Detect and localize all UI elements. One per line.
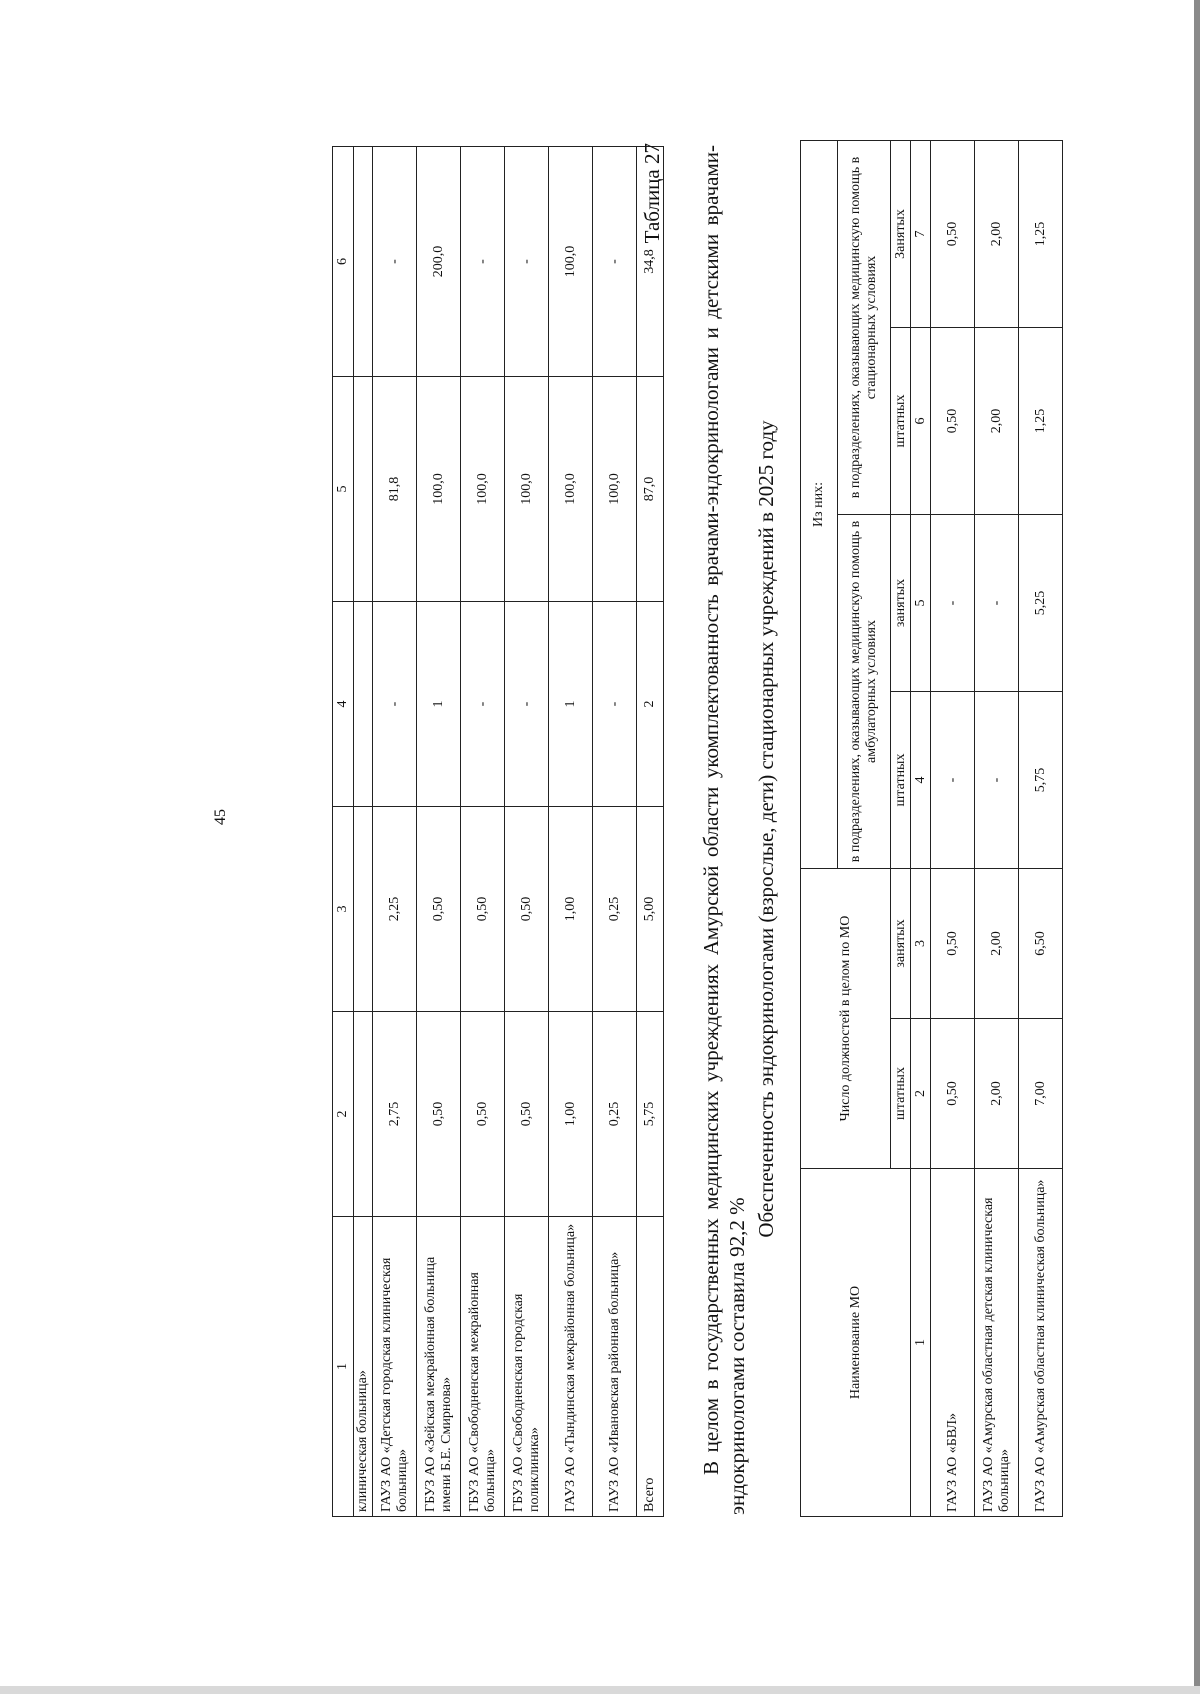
cell-value: 2,25 — [373, 807, 417, 1012]
cell-value: 5,25 — [1019, 515, 1063, 692]
table-row — [931, 140, 975, 1516]
cell-value: 1,00 — [549, 1012, 593, 1217]
cell-value: - — [505, 602, 549, 807]
cell-value: 0,50 — [931, 140, 975, 327]
cell-value: 1 — [417, 602, 461, 807]
table-row — [975, 140, 1019, 1516]
column-header-staff: штатных — [891, 1019, 911, 1169]
cell-value: 0,50 — [417, 807, 461, 1012]
cell-value: 2,75 — [373, 1012, 417, 1217]
cell-value: - — [461, 602, 505, 807]
column-header-inpatient: в подразделениях, оказывающих медицинскую помощь в стационарных условиях — [838, 140, 891, 514]
institution-name: ГБУЗ АО «Зейская межрайонная больница имени Б.Е. Смирнова» — [417, 1217, 461, 1517]
table-row — [354, 147, 373, 1517]
cell-value: 1,00 — [549, 807, 593, 1012]
cell-value: 100,0 — [461, 377, 505, 602]
cell-value: 1,25 — [1019, 140, 1063, 327]
column-number: 5 — [911, 515, 931, 692]
institution-name: ГАУЗ АО «Тындинская межрайонная больница» — [549, 1217, 593, 1517]
cell-value: 0,50 — [417, 1012, 461, 1217]
cell-value: 1,25 — [1019, 328, 1063, 515]
column-header-occupied: Занятых — [891, 140, 911, 327]
column-number: 1 — [333, 1217, 354, 1517]
cell-value: 0,50 — [931, 1019, 975, 1169]
column-number-row — [911, 140, 931, 1516]
table-row — [505, 147, 549, 1517]
total-row — [637, 147, 664, 1517]
cell-value: 0,50 — [461, 807, 505, 1012]
column-number: 6 — [911, 328, 931, 515]
institution-name: ГАУЗ АО «Детская городская клиническая больница» — [373, 1217, 417, 1517]
cell-value: 2 — [637, 602, 664, 807]
table-row — [1019, 140, 1063, 1516]
column-header-total: Число должностей в целом по МО — [801, 869, 891, 1169]
institution-name: ГАУЗ АО «Ивановская районная больница» — [593, 1217, 637, 1517]
column-header-staff: штатных — [891, 692, 911, 869]
table-row — [593, 147, 637, 1517]
institution-name: клиническая больница» — [354, 1217, 373, 1517]
cell-value: 0,50 — [461, 1012, 505, 1217]
column-header-name: Наименование МО — [801, 1169, 911, 1517]
cell-value: - — [505, 147, 549, 377]
total-label: Всего — [637, 1217, 664, 1517]
column-number: 2 — [333, 1012, 354, 1217]
column-number: 1 — [911, 1169, 931, 1517]
column-number: 7 — [911, 140, 931, 327]
cell-value: 1 — [549, 602, 593, 807]
scan-bottom-edge — [0, 1686, 1200, 1694]
cell-value: - — [975, 692, 1019, 869]
cell-value: 0,25 — [593, 1012, 637, 1217]
table-header-row — [801, 140, 838, 1516]
column-number: 2 — [911, 1019, 931, 1169]
cell-value: - — [373, 602, 417, 807]
endocrinologists-staffing-table-continued — [332, 146, 664, 1517]
cell-value: 0,50 — [505, 807, 549, 1012]
cell-value: 34,8 — [637, 147, 664, 377]
cell-value: 5,75 — [1019, 692, 1063, 869]
column-header-occupied: занятых — [891, 869, 911, 1019]
endocrinologists-inpatient-table — [800, 140, 1063, 1517]
column-number: 3 — [333, 807, 354, 1012]
cell-value: 6,50 — [1019, 869, 1063, 1019]
cell-value: 100,0 — [505, 377, 549, 602]
cell-value: 200,0 — [417, 147, 461, 377]
body-paragraph — [698, 145, 750, 1515]
cell-value: 0,50 — [931, 869, 975, 1019]
column-header-ambulatory: в подразделениях, оказывающих медицинскую помощь в амбулаторных условиях — [838, 515, 891, 869]
cell-value: 2,00 — [975, 328, 1019, 515]
cell-value: 5,00 — [637, 807, 664, 1012]
table-header-row — [333, 147, 354, 1517]
column-number: 3 — [911, 869, 931, 1019]
cell-value: - — [373, 147, 417, 377]
cell-value: 81,8 — [373, 377, 417, 602]
institution-name: ГБУЗ АО «Свободненская межрайонная больница» — [461, 1217, 505, 1517]
cell-value: - — [593, 602, 637, 807]
cell-value: 7,00 — [1019, 1019, 1063, 1169]
table-row — [373, 147, 417, 1517]
cell-value: - — [931, 515, 975, 692]
rotated-page-content — [150, 77, 1050, 1557]
table-number-label: Таблица 27 — [640, 143, 664, 244]
table-row — [549, 147, 593, 1517]
cell-value: 100,0 — [549, 377, 593, 602]
column-number: 4 — [911, 692, 931, 869]
column-number: 6 — [333, 147, 354, 377]
page-number: 45 — [212, 809, 229, 825]
cell-value: 5,75 — [637, 1012, 664, 1217]
cell-value: 2,00 — [975, 1019, 1019, 1169]
cell-value: 100,0 — [593, 377, 637, 602]
institution-name: ГАУЗ АО «Амурская областная клиническая больница» — [1019, 1169, 1063, 1517]
table-caption: Обеспеченность эндокринологами (взрослые, дети) стационарных учреждений в 2025 году — [754, 420, 778, 1238]
cell-value: - — [461, 147, 505, 377]
column-number: 5 — [333, 377, 354, 602]
cell-value: 0,50 — [931, 328, 975, 515]
column-number: 4 — [333, 602, 354, 807]
institution-name: ГАУЗ АО «БВЛ» — [931, 1169, 975, 1517]
institution-name: ГАУЗ АО «Амурская областная детская клиническая больница» — [975, 1169, 1019, 1517]
cell-value: - — [975, 515, 1019, 692]
paragraph-text: В целом в государственных медицинских учреждениях Амурской области укомплектованность врачами-эндокринологами и детскими врачами-эндокринологами составила 92,2 % — [699, 145, 749, 1515]
cell-value: 2,00 — [975, 140, 1019, 327]
institution-name: ГБУЗ АО «Свободненская городская поликлиника» — [505, 1217, 549, 1517]
cell-value: - — [931, 692, 975, 869]
cell-value: 100,0 — [417, 377, 461, 602]
cell-value: 0,50 — [505, 1012, 549, 1217]
cell-value: 0,25 — [593, 807, 637, 1012]
column-header-occupied: занятых — [891, 515, 911, 692]
column-header-staff: штатных — [891, 328, 911, 515]
table-row — [461, 147, 505, 1517]
cell-value: 87,0 — [637, 377, 664, 602]
cell-value: 2,00 — [975, 869, 1019, 1019]
table-row — [417, 147, 461, 1517]
cell-value: 100,0 — [549, 147, 593, 377]
column-header-of-them: Из них: — [801, 140, 838, 868]
cell-value: - — [593, 147, 637, 377]
